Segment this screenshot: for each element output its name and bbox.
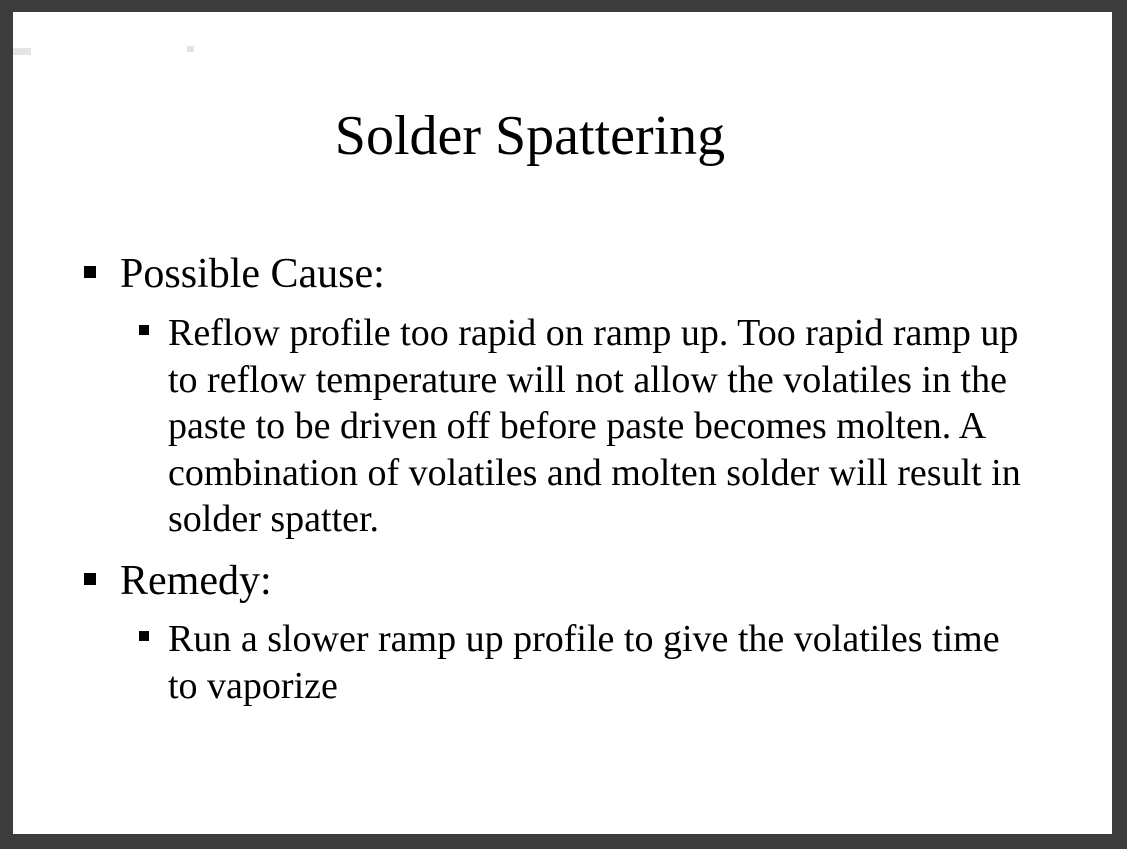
square-bullet-icon: [84, 573, 96, 585]
corner-mark: [13, 48, 31, 55]
square-bullet-icon: [139, 325, 149, 335]
sub-bullet-text: Run a slower ramp up profile to give the volatiles time to vaporize: [168, 618, 1000, 707]
sub-bullet-text: Reflow profile too rapid on ramp up. Too rapid ramp up to reflow temperature will not allow the volatiles in the paste to be driven off before paste becomes molten. A combination of volatiles and molten solder will result in solder spatter.: [168, 312, 1021, 540]
slide-title: Solder Spattering: [334, 105, 726, 167]
bullet-heading: Remedy:: [120, 558, 272, 604]
slide: [13, 12, 1112, 834]
bullet-remedy: [120, 557, 1020, 605]
bullet-possible-cause: [120, 250, 1020, 298]
sub-bullet-remedy-detail: [168, 616, 1038, 709]
corner-mark: [187, 46, 194, 52]
bullet-heading: Possible Cause:: [120, 251, 385, 297]
square-bullet-icon: [84, 266, 96, 278]
sub-bullet-cause-detail: [168, 310, 1038, 543]
square-bullet-icon: [139, 631, 149, 641]
